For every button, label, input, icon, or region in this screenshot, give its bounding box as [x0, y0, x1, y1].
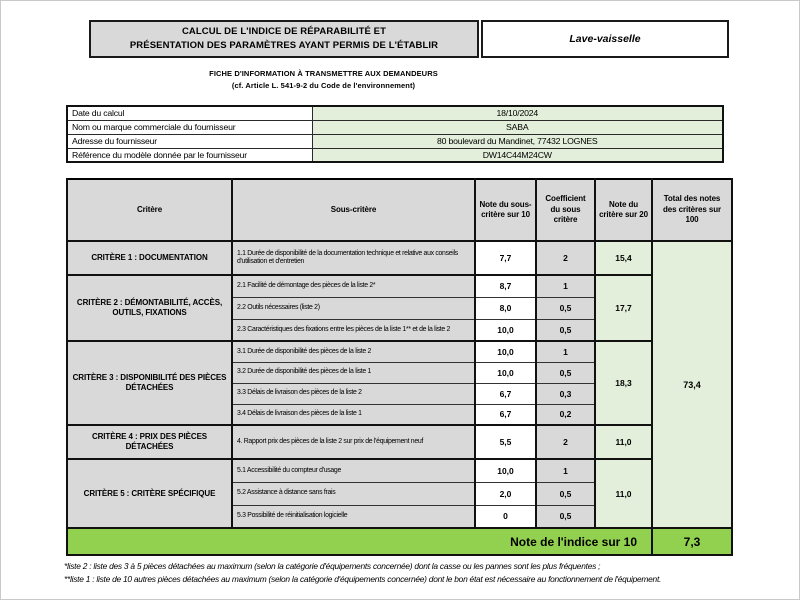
criterion-1-score: 15,4: [595, 241, 652, 275]
document-title: [89, 20, 479, 58]
total-score: 73,4: [652, 241, 732, 528]
sub-criterion-label: 2.2 Outils nécessaires (liste 2): [232, 297, 475, 319]
score-table-header-row: [67, 179, 732, 241]
final-score-row: [67, 528, 732, 555]
criterion-4-label: CRITÈRE 4 : PRIX DES PIÈCES DÉTACHÉES: [67, 425, 232, 459]
document-subtitle-line1: FICHE D'INFORMATION À TRANSMETTRE AUX DEMANDEURS: [209, 69, 438, 78]
info-value: SABA: [312, 120, 723, 134]
table-row: [67, 241, 732, 275]
info-row-model-reference: [67, 148, 723, 162]
sub-score-value: 5,5: [475, 425, 536, 459]
col-header-sub-score: Note du sous-critère sur 10: [475, 179, 536, 241]
coefficient-value: 0,3: [536, 383, 595, 404]
info-row-supplier-address: [67, 134, 723, 148]
criterion-5-score: 11,0: [595, 459, 652, 528]
info-label: Date du calcul: [67, 106, 312, 120]
info-value: DW14C44M24CW: [312, 148, 723, 162]
sub-score-value: 6,7: [475, 383, 536, 404]
table-row: [67, 425, 732, 459]
info-label: Référence du modèle donnée par le fournisseur: [67, 148, 312, 162]
coefficient-value: 1: [536, 459, 595, 482]
sub-score-value: 10,0: [475, 459, 536, 482]
document-title-line1: CALCUL DE L'INDICE DE RÉPARABILITÉ ET: [181, 26, 387, 37]
coefficient-value: 2: [536, 241, 595, 275]
info-row-date: [67, 106, 723, 120]
coefficient-value: 2: [536, 425, 595, 459]
coefficient-value: 0,5: [536, 362, 595, 383]
footnote-liste-1: **liste 1 : liste de 10 autres pièces détachées au maximum (selon la catégorie d'équipements concernée) dont le bon état est nécessaire au fonctionnement de l'équipement.: [64, 574, 662, 584]
sub-score-value: 10,0: [475, 319, 536, 341]
sub-criterion-label: 2.3 Caractéristiques des fixations entre les pièces de la liste 1** et de la liste 2: [232, 319, 475, 341]
supplier-info-table: [66, 105, 724, 163]
table-row: [67, 459, 732, 482]
info-value: 80 boulevard du Mandinet, 77432 LOGNES: [312, 134, 723, 148]
info-row-supplier-name: [67, 120, 723, 134]
coefficient-value: 0,5: [536, 482, 595, 505]
sub-criterion-label: 3.4 Délais de livraison des pièces de la liste 1: [232, 404, 475, 425]
info-value: 18/10/2024: [312, 106, 723, 120]
document-subtitle-line2: (cf. Article L. 541-9-2 du Code de l'environnement): [231, 81, 416, 90]
sub-score-value: 10,0: [475, 341, 536, 362]
info-label: Adresse du fournisseur: [67, 134, 312, 148]
criterion-3-score: 18,3: [595, 341, 652, 425]
sub-criterion-label: 1.1 Durée de disponibilité de la documentation technique et relative aux conseils d'utilisation et d'entretien: [232, 241, 475, 275]
info-label: Nom ou marque commerciale du fournisseur: [67, 120, 312, 134]
score-table: [66, 178, 733, 556]
table-row: [67, 275, 732, 297]
sub-score-value: 0: [475, 505, 536, 528]
sub-criterion-label: 5.2 Assistance à distance sans frais: [232, 482, 475, 505]
coefficient-value: 1: [536, 341, 595, 362]
criterion-2-score: 17,7: [595, 275, 652, 341]
criterion-5-label: CRITÈRE 5 : CRITÈRE SPÉCIFIQUE: [67, 459, 232, 528]
document-title-line2: PRÉSENTATION DES PARAMÈTRES AYANT PERMIS DE L'ÉTABLIR: [129, 40, 439, 51]
col-header-sub-criterion: Sous-critère: [232, 179, 475, 241]
sub-score-value: 7,7: [475, 241, 536, 275]
sub-criterion-label: 3.3 Délais de livraison des pièces de la liste 2: [232, 383, 475, 404]
sub-criterion-label: 4. Rapport prix des pièces de la liste 2 sur prix de l'équipement neuf: [232, 425, 475, 459]
sub-score-value: 8,7: [475, 275, 536, 297]
document-header: [89, 20, 729, 58]
sub-score-value: 8,0: [475, 297, 536, 319]
sub-score-value: 2,0: [475, 482, 536, 505]
criterion-1-label: CRITÈRE 1 : DOCUMENTATION: [67, 241, 232, 275]
col-header-criterion: Critère: [67, 179, 232, 241]
document-subtitle: [66, 68, 581, 92]
coefficient-value: 0,5: [536, 297, 595, 319]
footnote-liste-2: *liste 2 : liste des 3 à 5 pièces détachées au maximum (selon la catégorie d'équipements concernée) dont la casse ou les pannes sont les plus fréquentes ;: [64, 561, 601, 571]
criterion-4-score: 11,0: [595, 425, 652, 459]
col-header-criterion-score: Note du critère sur 20: [595, 179, 652, 241]
sub-criterion-label: 5.3 Possibilité de réinitialisation logicielle: [232, 505, 475, 528]
final-score-label: Note de l'indice sur 10: [67, 528, 652, 555]
sub-score-value: 10,0: [475, 362, 536, 383]
footnotes: [64, 560, 740, 586]
product-category: Lave-vaisselle: [481, 20, 729, 58]
coefficient-value: 1: [536, 275, 595, 297]
sub-criterion-label: 2.1 Facilité de démontage des pièces de la liste 2*: [232, 275, 475, 297]
coefficient-value: 0,2: [536, 404, 595, 425]
sub-score-value: 6,7: [475, 404, 536, 425]
coefficient-value: 0,5: [536, 319, 595, 341]
sub-criterion-label: 5.1 Accessibilité du compteur d'usage: [232, 459, 475, 482]
table-row: [67, 341, 732, 362]
criterion-3-label: CRITÈRE 3 : DISPONIBILITÉ DES PIÈCES DÉTACHÉES: [67, 341, 232, 425]
coefficient-value: 0,5: [536, 505, 595, 528]
sub-criterion-label: 3.1 Durée de disponibilité des pièces de la liste 2: [232, 341, 475, 362]
sub-criterion-label: 3.2 Durée de disponibilité des pièces de la liste 1: [232, 362, 475, 383]
criterion-2-label: CRITÈRE 2 : DÉMONTABILITÉ, ACCÈS, OUTILS, FIXATIONS: [67, 275, 232, 341]
final-score-value: 7,3: [652, 528, 732, 555]
col-header-total: Total des notes des critères sur 100: [652, 179, 732, 241]
col-header-coefficient: Coefficient du sous critère: [536, 179, 595, 241]
